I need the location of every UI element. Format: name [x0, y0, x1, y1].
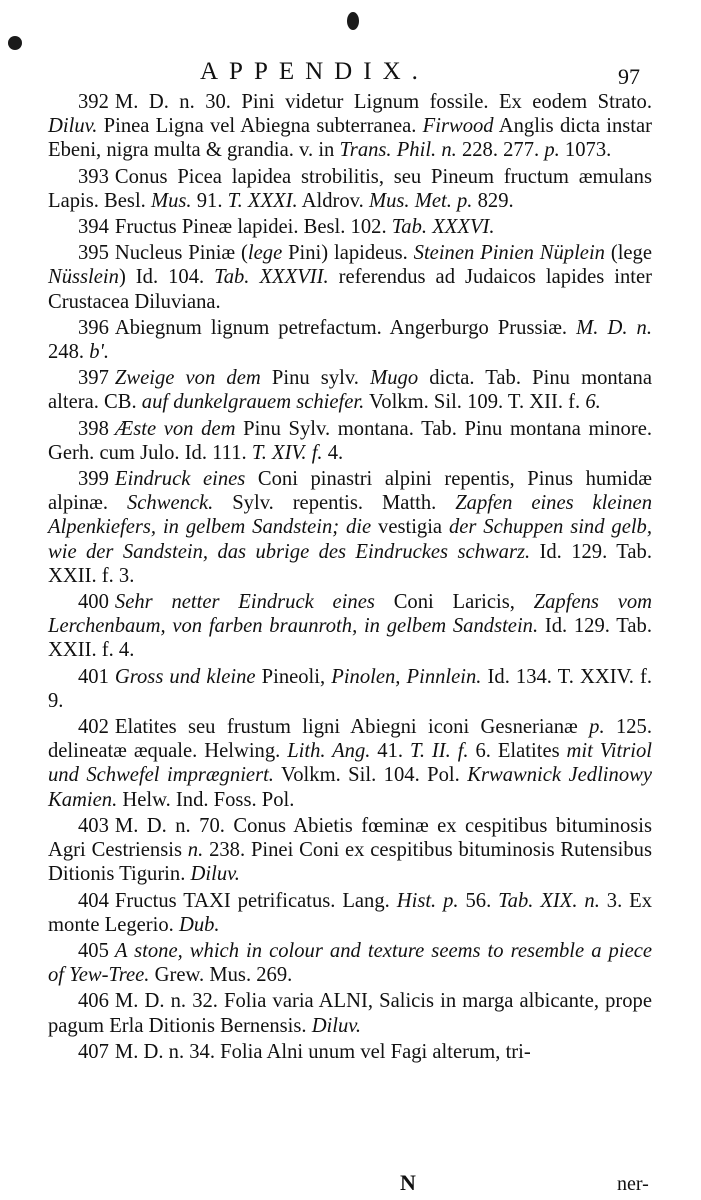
entry-text: 228. 277.	[456, 139, 545, 162]
italic-text: n.	[187, 839, 204, 862]
italic-text: Steinen Pinien Nüplein	[413, 242, 605, 265]
entry-number: 395	[78, 242, 109, 265]
italic-text: Schwenck.	[126, 492, 214, 515]
italic-text: Diluv.	[48, 115, 98, 138]
italic-text: Diluv.	[190, 863, 240, 886]
entry-text: Aldrov.	[297, 189, 369, 212]
entry-number: 404	[78, 889, 109, 912]
entry-text: Id. 129. Tab. XXII. f. 3.	[48, 540, 652, 587]
entry-text: Helw. Ind. Foss. Pol.	[117, 788, 295, 811]
italic-text: b'.	[89, 341, 110, 364]
entry-text: M. D. n. 32. Folia varia ALNI, Salicis in marga albicante, prope pagum Erla Ditionis Bernensis.	[48, 990, 652, 1037]
entry-text: 125. delineatæ æquale. Helwing.	[48, 716, 653, 763]
italic-text: Lith. Ang.	[287, 740, 371, 763]
entry-text: 6. Elatites	[468, 740, 567, 763]
italic-text: p.	[544, 139, 560, 162]
italic-text: Nüsslein	[48, 266, 119, 289]
entry-text	[339, 516, 346, 538]
entry-number: 407	[78, 1040, 109, 1063]
binding-hole-mark	[8, 36, 22, 50]
entry-text: Grew. Mus. 269.	[149, 964, 293, 987]
italic-text: Mugo	[370, 367, 419, 390]
entry-text: Pinu Sylv. montana. Tab. Pinu montana minore. Gerh. cum Julo. Id. 111.	[48, 417, 653, 464]
catalogue-entry	[48, 90, 652, 163]
signature-mark: N	[400, 1170, 416, 1195]
entry-number: 396	[78, 316, 109, 339]
italic-text: lege	[247, 242, 283, 265]
binding-hole-mark	[347, 12, 359, 30]
entry-number: 403	[78, 814, 109, 837]
entry-text: Volkm. Sil. 104. Pol.	[273, 764, 468, 787]
entry-text: vestigia	[371, 516, 449, 539]
page-number: 97	[618, 64, 640, 89]
entry-text: (lege	[604, 242, 652, 265]
italic-text: der Schuppen sind gelb, wie der Sandstein, das ubrige des Eindruckes schwarz.	[48, 516, 652, 563]
italic-text: die	[345, 516, 372, 539]
italic-text: Mus.	[150, 189, 192, 212]
entry-text: Elatites seu frustum ligni Abiegni iconi Gesnerianæ	[114, 716, 590, 739]
entry-number: 406	[78, 990, 109, 1013]
italic-text: p.	[589, 716, 605, 739]
italic-text: Firwood	[422, 115, 494, 138]
entry-number: 399	[78, 468, 109, 491]
entry-number: 400	[78, 591, 109, 614]
italic-text: Zweige von dem	[114, 367, 261, 390]
catalogue-entry	[48, 1040, 652, 1064]
italic-text: Zapfens vom Lerchenbaum, von farben braunroth, in gelbem Sandstein.	[48, 591, 653, 638]
entry-number: 392	[78, 91, 109, 113]
italic-text: Krwawnick Jedlinowy Kamien.	[48, 764, 652, 811]
italic-text: Hist. p.	[396, 889, 459, 912]
italic-text: Zapfen eines kleinen Alpenkiefers, in gelbem Sandstein;	[48, 492, 652, 539]
entry-text: Pineoli,	[255, 665, 332, 688]
entry-text: dicta. Tab. Pinu montana altera. CB.	[48, 367, 652, 414]
italic-text: 6.	[585, 391, 601, 414]
entry-text: Nucleus Piniæ (	[114, 242, 248, 265]
italic-text: Sehr netter Eindruck eines	[114, 591, 375, 614]
italic-text: Æste von dem	[114, 417, 236, 440]
catalogue-entry	[48, 467, 652, 588]
catalogue-entry	[48, 366, 652, 414]
entry-text: Abiegnum lignum petrefactum. Angerburgo Prussiæ.	[114, 316, 577, 339]
italic-text: Tab. XIX. n.	[498, 889, 600, 912]
entry-number: 393	[78, 165, 109, 188]
entry-text: Coni Laricis,	[374, 591, 534, 614]
catalogue-entry	[48, 165, 652, 213]
italic-text: T. XIV. f.	[251, 441, 323, 464]
entry-text: Conus Picea lapidea strobilitis, seu Pineum fructum æmulans Lapis. Besl.	[48, 165, 652, 212]
italic-text: Tab. XXXVI.	[391, 216, 495, 239]
catalogue-entry	[48, 241, 652, 314]
catalogue-entry	[48, 715, 652, 812]
entry-text: 238. Pinei Coni ex cespitibus bituminosis Rutensibus Ditionis Tigurin.	[48, 839, 652, 886]
catalogue-entry	[48, 316, 652, 364]
entry-number: 398	[78, 417, 109, 440]
italic-text: Gross und kleine	[114, 665, 256, 688]
catchword: ner-	[617, 1173, 649, 1195]
entry-text: 248.	[48, 341, 90, 364]
entry-number: 397	[78, 367, 109, 390]
entry-text: Id. 129. Tab. XXII. f. 4.	[48, 615, 652, 662]
italic-text: mit Vitriol und Schwefel imprægniert.	[48, 740, 652, 787]
italic-text: T. XXXI.	[227, 189, 298, 212]
entry-text: Pinea Ligna vel Abiegna subterranea.	[97, 115, 423, 138]
italic-text: Pinolen, Pinnlein.	[331, 665, 482, 688]
entry-number: 405	[78, 939, 109, 962]
entry-text: Coni pinastri alpini repentis, Pinus humidæ alpinæ.	[48, 468, 652, 515]
entry-text: 41.	[370, 740, 410, 763]
entry-number: 394	[78, 216, 109, 239]
catalogue-entry	[48, 665, 652, 713]
entry-number: 401	[78, 665, 109, 688]
running-head: APPENDIX.	[200, 58, 429, 85]
catalogue-entry	[48, 814, 652, 887]
catalogue-entry	[48, 215, 652, 239]
italic-text: Trans. Phil. n.	[339, 139, 457, 162]
entry-text: M. D. n. 30. Pini videtur Lignum fossile. Ex eodem Strato.	[114, 91, 652, 113]
italic-text: M. D. n.	[576, 316, 652, 339]
entry-text: 829.	[472, 189, 514, 212]
entry-text: Id. 134. T. XXIV. f. 9.	[48, 665, 653, 712]
catalogue-entry	[48, 989, 652, 1037]
entry-text: Pini) lapideus.	[282, 242, 414, 265]
catalogue-entry	[48, 590, 652, 663]
italic-text: auf dunkelgrauem schiefer.	[141, 391, 365, 414]
italic-text: Eindruck eines	[114, 468, 246, 491]
entry-text: 56.	[458, 889, 499, 912]
entry-text: Anglis dicta instar Ebeni, nigra multa & grandia. v. in	[48, 115, 652, 162]
entry-text: M. D. n. 70. Conus Abietis fœminæ ex cespitibus bituminosis Agri Cestriensis	[48, 814, 652, 862]
entry-text: referendus ad Judaicos lapides inter Crustacea Diluviana.	[48, 266, 652, 313]
italic-text: A stone, which in colour and texture seems to resemble a piece of Yew-Tree.	[48, 939, 652, 987]
entry-text: 4.	[322, 441, 344, 464]
entry-text: 1073.	[559, 139, 612, 162]
entry-text: Volkm. Sil. 109. T. XII. f.	[364, 391, 586, 414]
entry-text: Fructus TAXI petrificatus. Lang.	[114, 889, 397, 912]
catalogue-entry	[48, 889, 652, 937]
entry-text: ) Id. 104.	[118, 266, 215, 289]
entry-text: 3. Ex monte Legerio.	[48, 889, 652, 936]
italic-text: T. II. f.	[409, 740, 469, 763]
italic-text: Mus. Met. p.	[368, 189, 473, 212]
entry-text: Fructus Pineæ lapidei. Besl. 102.	[114, 216, 392, 239]
entry-number: 402	[78, 716, 109, 739]
page-body	[48, 90, 652, 1064]
entry-text: M. D. n. 34. Folia Alni unum vel Fagi alterum, tri-	[114, 1040, 531, 1063]
entry-text: Pinu sylv.	[260, 367, 371, 390]
italic-text: Dub.	[178, 913, 220, 936]
entry-text: Sylv. repentis. Matth.	[213, 492, 456, 515]
entry-text: 91.	[191, 189, 228, 212]
catalogue-entry	[48, 939, 652, 987]
catalogue-entry	[48, 417, 652, 465]
italic-text: Diluv.	[311, 1014, 362, 1037]
italic-text: Tab. XXXVII.	[214, 266, 329, 289]
